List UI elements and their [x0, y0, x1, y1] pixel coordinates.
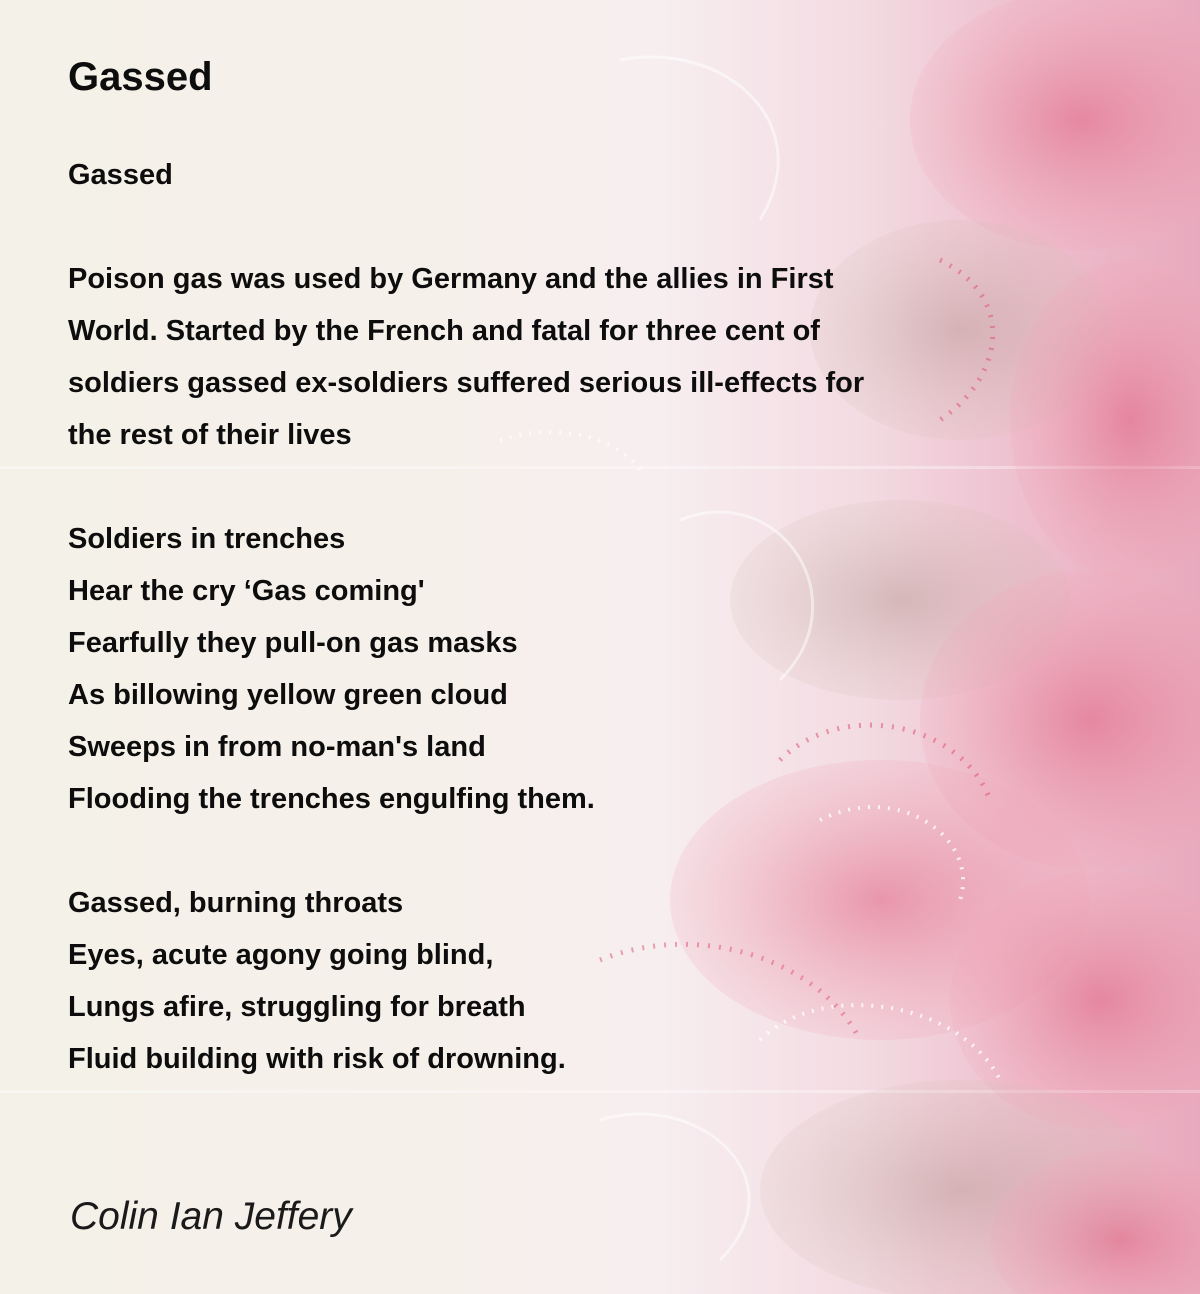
page-title: Gassed: [68, 55, 213, 99]
stanza-line: As billowing yellow green cloud: [68, 679, 508, 711]
stanza-line: Fearfully they pull-on gas masks: [68, 627, 518, 659]
poem-body: [68, 149, 1008, 1085]
poem-heading: Gassed: [68, 159, 173, 191]
intro-line: World. Started by the French and fatal for three cent of: [68, 315, 820, 347]
stanza-line: Fluid building with risk of drowning.: [68, 1043, 566, 1075]
stanza-line: Hear the cry ‘Gas coming': [68, 575, 425, 607]
intro-line: Poison gas was used by Germany and the allies in First: [68, 263, 834, 295]
stanza-line: Flooding the trenches engulfing them.: [68, 783, 595, 815]
intro-line: the rest of their lives: [68, 419, 352, 451]
stanza-line: Eyes, acute agony going blind,: [68, 939, 494, 971]
stanza-line: Gassed, burning throats: [68, 887, 404, 919]
blank-line: [68, 825, 1008, 877]
blank-line: [68, 461, 1008, 513]
stanza-line: Soldiers in trenches: [68, 523, 346, 555]
blank-line: [68, 201, 1008, 253]
stanza-line: Sweeps in from no-man's land: [68, 731, 486, 763]
author-name: Colin Ian Jeffery: [70, 1195, 352, 1238]
intro-line: soldiers gassed ex-soldiers suffered serious ill-effects for: [68, 367, 865, 399]
stanza-line: Lungs afire, struggling for breath: [68, 991, 526, 1023]
